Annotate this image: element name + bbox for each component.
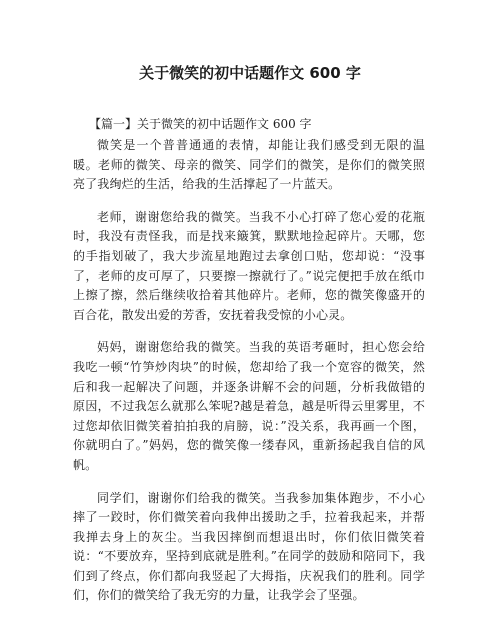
paragraph: 妈妈，谢谢您给我的微笑。当我的英语考砸时，担心您会给我吃一顿“竹笋炒肉块”的时候，您却给了我一个宽容的微笑，然后和我一起解决了问题，并逐条讲解不会的问题，分析我做错的原因，不过我怎么就那么笨呢?越是着急，越是听得云里雾里，不过您却依旧微笑着拍拍我的肩膀，说：”没关系，我再画一个图，你就明白了。”妈妈，您的微笑像一缕春风，重新扬起我自信的风帆。 bbox=[73, 340, 425, 472]
document-title: 关于微笑的初中话题作文 600 字 bbox=[139, 64, 361, 82]
paragraph: 微笑是一个普普通通的表情，却能让我们感受到无限的温暖。老师的微笑、母亲的微笑、同学们的微笑，是你们的微笑照亮了我绚烂的生活，给我的生活撑起了一片蓝天。 bbox=[73, 138, 425, 192]
document-body bbox=[73, 136, 425, 619]
paragraph: 老师，谢谢您给我的微笑。当我不小心打碎了您心爱的花瓶时，我没有责怪我，而是找来簸箕，默默地捡起碎片。天哪，您的手指划破了，我大步流星地跑过去拿创口贴，您却说：“没事了，老师的皮可厚了，只要擦一擦就行了。”说完便把手放在纸巾上擦了擦，然后继续收拾着其他碎片。老师，您的微笑像盛开的百合花，散发出爱的芳香，安抚着我受惊的小心灵。 bbox=[73, 209, 425, 322]
paragraph: 同学们，谢谢你们给我的微笑。当我参加集体跑步，不小心摔了一跤时，你们微笑着向我伸出援助之手，拉着我起来，并帮我掸去身上的灰尘。当我因摔倒而想退出时，你们依旧微笑着说：“不要放弃，坚持到底就是胜利。”在同学的鼓励和陪同下，我们到了终点，你们都向我竖起了大拇指，庆祝我们的胜利。同学们，你们的微笑给了我无穷的力量，让我学会了坚强。 bbox=[73, 490, 425, 603]
section-heading: 【篇一】关于微笑的初中话题作文 600 字 bbox=[89, 117, 312, 131]
